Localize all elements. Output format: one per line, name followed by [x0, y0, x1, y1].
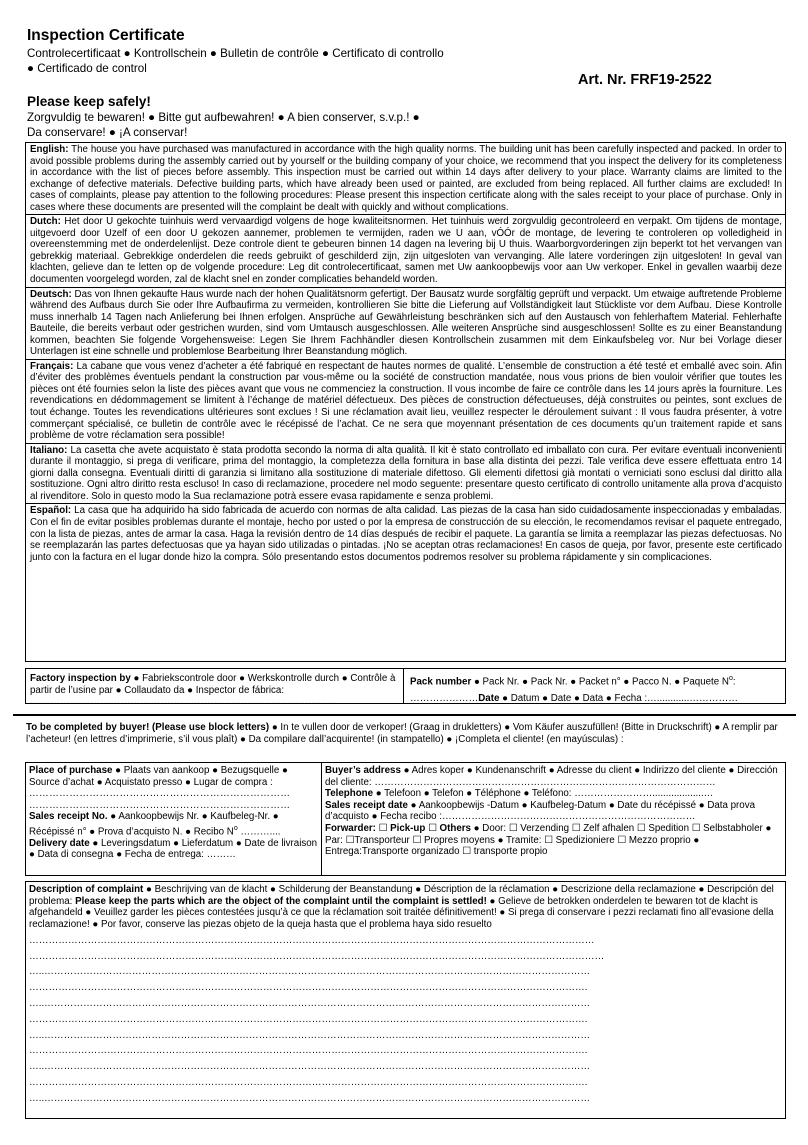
complaint-line[interactable]: …..……………………………………………………………………………………………………………………………………………………: [29, 966, 591, 978]
complaint-line[interactable]: …………………………………………………………………………………………………………………………………………………………: [29, 934, 595, 946]
lang-text: La casetta che avete acquistato è stata prodotta secondo la norma di alta qualità. Il kit è stato controllato ed imballato con cura. Per evitare eventuali inconvenienti durante il montaggio, si prega di verificare, prima del montaggio, la completezza della fornitura in base alla distinta dei pezzi. Tale verifica deve essere effettuata entro 14 giorni dalla consegna. Eventuali diritti di garanzia si limitano alla sostituzione di materiale difettoso. Gli elementi difettosi già montati o verniciati sono esclusi dal diritto alla sostituzione. Ogni altro diritto resta escluso! In caso di reclamazione, procedere nel modo seguente: presentare questo certificato di controllo unitamente alla prova d’acquisto al rivenditore. Solo in questo modo la Sua reclamazione potrà essere evasa rapidamente e senza problemi.: [30, 444, 782, 502]
lang-dutch: [26, 215, 785, 287]
place-of-purchase-dots: ……………………………………………………………………: [29, 799, 291, 811]
complaint-keep-parts: Please keep the parts which are the object of the complaint until the complaint is settled!: [75, 895, 487, 907]
keep-safely-subtitle: Zorgvuldig te bewaren! ● Bitte gut aufbewahren! ● A bien conserver, s.v.p.! ● Da conservare! ● ¡A conservar!: [27, 111, 420, 139]
sales-receipt-no-sup: o: [233, 824, 238, 832]
lang-label: Français:: [30, 360, 74, 372]
lang-francais: [26, 360, 785, 444]
article-number: Art. Nr. FRF19-2522: [578, 72, 712, 88]
complaint-instructions: [29, 884, 782, 931]
buyer-info-right: [322, 763, 785, 875]
lang-label: Dutch:: [30, 216, 61, 228]
door-options-text: ● Door: ☐ Verzending ☐ Zelf afhalen ☐ Spedition ☐ Selbstabholer ● Par: ☐Transporteur ☐ Propres moyens ● Tramite: ☐ Spedizioniere ☐ Mezzo proprio ● Entrega:Transporte organizado ☐ transporte propio: [325, 822, 772, 858]
place-of-purchase-dots: ……………………………………………………………………: [29, 788, 291, 800]
complaint-description-box: [25, 881, 786, 1119]
buyer-intro-label: To be completed by buyer! (Please use block letters): [26, 722, 270, 733]
delivery-date-field[interactable]: [29, 838, 318, 861]
sales-receipt-date-field[interactable]: [325, 800, 782, 823]
pickup-label: Pick-up: [390, 822, 426, 834]
telephone-label: Telephone: [325, 788, 374, 800]
lang-text: La cabane que vous venez d’acheter a été fabriqué en respectant de hautes normes de qualité. L’ensemble de construction a été testé et emballé avec soin. Afin d’éviter des problèmes éventuels pendant la construction par vous-même ou la société de construction mandatée, nous vous prions de bien vouloir vérifier que toutes les pièces ont été fournies selon la liste des pièces avant que vous ne commenciez la construction. Il vous incombe de faire ce contrôle dans les 14 jours après la fourniture. Les revendications en dédommagement se limitent à l’échange de matériel défectueux. Des pièces de construction défectueuses, déjà construites ou peintes, sont exclues de tout échange. Toutes les revendications ultérieures sont exclues ! Si une réclamation avait lieu, veuillez respecter le déroulement suivant : Il vous faudra présenter, à votre commerçant spécialisé, ce bulletin de contrôle avec le récépissé de l’achat. Ce ne sera que moyennant présentation de ces documents qu’un traitement rapide et sans problème de votre réclamation sera possible!: [30, 360, 782, 442]
pack-number-sup: o: [728, 675, 733, 682]
date-label: Date: [478, 692, 500, 704]
delivery-date-label: Delivery date: [29, 837, 90, 849]
section-divider: [13, 714, 796, 716]
place-of-purchase-text: ● Plaats van aankoop ● Bezugsquelle ● Source d’achat ● Acquistato presso ● Lugar de compra :: [29, 765, 288, 788]
forwarder-field: [325, 823, 782, 858]
lang-espanol: [26, 504, 785, 564]
buyer-info-left: [26, 763, 322, 875]
document-title: Inspection Certificate: [27, 27, 185, 44]
language-instructions: [25, 142, 786, 662]
sales-receipt-date-label: Sales receipt date: [325, 799, 408, 811]
buyer-info-box: [25, 762, 786, 876]
factory-inspection-field[interactable]: [26, 669, 404, 707]
complaint-line[interactable]: …..……………………………………………………………………………………………………………………………………………………: [29, 1029, 591, 1041]
pack-number-label: Pack number: [410, 676, 472, 688]
lang-label: Español:: [30, 505, 72, 517]
complaint-lines[interactable]: [29, 933, 782, 1107]
factory-inspection-box: [25, 668, 786, 707]
date-row: [410, 693, 781, 705]
others-label: Others: [439, 822, 471, 834]
sales-receipt-no-field[interactable]: [29, 811, 318, 837]
buyer-intro: [26, 722, 782, 746]
telephone-field[interactable]: [325, 788, 782, 800]
delivery-date-text: ● Leveringsdatum ● Lieferdatum ● Date de livraison ● Data di consegna ● Fecha de entrega: ………: [29, 837, 318, 861]
complaint-line[interactable]: ……………………………………………………………………………………………………………………………………………………….: [29, 982, 588, 994]
lang-text: Het door U gekochte tuinhuis werd vervaardigd volgens de hoge kwaliteitsnormen. Het tuinhuis werd zorgvuldig gecontroleerd en verpakt. Om tijdens de montage, uitgevoerd door Uzelf of een door U gekozen aannemer, problemen te vermijden, raden we U aan, vÓÓr de montage, de levering te controleren op volledigheid in overeenstemming met de onderdelenlijst. Deze controle dient te gebeuren binnen 14 dagen na levering bij U thuis. Waarborgvorderingen zijn beperkt tot het vervangen van gebrekkig materiaal. Gebrekkige onderdelen die reeds gebruikt of geschilderd zijn, zijn uitgesloten van vervanging. Alle latere vorderingen zijn uitgesloten! In geval van klachten, gelieve dan te letten op de volgende procedure: Leg dit controlecertificaat, samen met Uw aankoopbewijs voor aan Uw verkoper. Enkel in gevallen waarbij deze documenten voorgelegd worden, zal de klacht snel en zonder complicaties behandeld worden.: [30, 216, 782, 286]
telephone-text: ● Telefoon ● Telefon ● Téléphone ● Teléfono: ……………………...................…: [373, 788, 714, 800]
buyer-address-text: ● Adres koper ● Kundenanschrift ● Adresse du client ● Indirizzo del cliente ● Dirección del cliente: ……………………………………………………………………………………………: [325, 765, 778, 788]
checkbox-pickup[interactable]: ☐: [378, 822, 388, 834]
factory-inspection-label: Factory inspection by: [30, 673, 131, 684]
lang-italiano: [26, 444, 785, 505]
place-of-purchase-field[interactable]: [29, 765, 318, 788]
checkbox-others[interactable]: ☐: [428, 822, 437, 834]
complaint-line[interactable]: ……………………………………………………………………………………………………………………………………………………….: [29, 1013, 588, 1025]
complaint-line[interactable]: …..……………………………………………………………………………………………………………………………………………………: [29, 1061, 591, 1073]
buyer-intro-text: ● In te vullen door de verkoper! (Graag in drukletters) ● Vom Käufer auszufüllen! (Bitte in Druckschrift) ● A remplir par l’acheteur! (en lettres d’imprimerie, s’il vous plaît) ● Da compilare dall’acquirente! (in stampatello) ● ¡Completa el cliente! (en mayúsculas) :: [26, 722, 778, 745]
lang-text: La casa que ha adquirido ha sido fabricada de acuerdo con normas de alta calidad. Las piezas de la casa han sido cuidadosamente inspeccionadas y embaladas. Con el fin de evitar posibles problemas durante el montaje, hecho por usted o por la empresa de construcción de su elección, le recomendamos revisar el paquete entregado, con la lista de piezas, antes de armar la casa. Haga la revisión dentro de 14 días después de recibir el paquete. La garantía se limita a reemplazar las piezas defectuosas. No se reemplazarán las partes defectuosas que ya hayan sido utilizadas o pintadas. ¡No se aceptan otras reclamaciones! En casos de queja, por favor, presente este certificado junto con la factura en el lugar donde hizo la compra. Sólo presentando estos documentos podremos resolver su problema rápidamente y sin complicaciones.: [30, 505, 782, 563]
sales-receipt-no-dots: ………....: [237, 826, 281, 838]
keep-safely-title: Please keep safely!: [27, 94, 151, 109]
date-prefix-dots: …………………: [410, 692, 479, 704]
pack-number-field[interactable]: [404, 669, 785, 703]
complaint-line[interactable]: ……………………………………………………………………………………………………………………………………………………………: [29, 950, 605, 962]
lang-deutsch: [26, 288, 785, 360]
buyer-address-label: Buyer’s address: [325, 765, 401, 776]
sales-receipt-no-label: Sales receipt No.: [29, 811, 108, 823]
factory-inspection-dots: …………………………………………………………………………….....: [30, 696, 337, 707]
complaint-line[interactable]: …..……………………………………………………………………………………………………………………………………………………: [29, 998, 591, 1009]
lang-english: [26, 143, 785, 215]
lang-label: Deutsch:: [30, 288, 72, 300]
lang-label: English:: [30, 144, 69, 155]
pack-number-text: ● Pack Nr. ● Pack Nr. ● Packet n° ● Pacco N. ● Paquete N: [471, 676, 729, 688]
complaint-text: ● Beschrijving van de klacht ● Schilderung der Beanstandung ● Déscription de la réclamation ● Descrizione della reclamazione ● Descripción del problema:: [29, 884, 774, 907]
buyer-address-field[interactable]: [325, 765, 782, 788]
place-of-purchase-label: Place of purchase: [29, 765, 113, 776]
lang-text: Das von Ihnen gekaufte Haus wurde nach der hohen Qualitätsnorm gefertigt. Der Bausatz wurde sorgfältig geprüft und verpackt. Um etwaige auftretende Probleme während des Aufbaus durch Sie oder Ihre Aufbaufirma zu vermeiden, kontrollieren Sie bitte die Lieferung auf Vollständigkeit laut Stückliste vor dem Aufbau. Diese Kontrolle muss innerhalb 14 Tagen nach Anlieferung bei Ihnen erfolgen. Ansprüche auf Gewährleistung beschränken sich auf den Austausch von fehlerhaftem Material. Fehlerhafte Bauteile, die bereits verbaut oder gestrichen wurden, sind vom Umtausch ausgeschlossen. Alle weiteren Ansprüche sind ausgeschlossen! Sollte es zu einer Beanstandung kommen, beachten Sie folgende Vorgehensweise: Legen Sie Ihrem Fachhändler diesen Kontrollschein zusammen mit dem Einkaufsbeleg vor. Nur bei Vorlage dieser Unterlagen ist eine schnelle und problemlose Bearbeitung Ihrer Beanstandung möglich.: [30, 288, 782, 358]
complaint-line[interactable]: ……………………………………………………………………………………………………………………………………………………….: [29, 1076, 588, 1088]
complaint-label: Description of complaint: [29, 884, 144, 895]
lang-text: The house you have purchased was manufactured in accordance with the high quality norms. The building unit has been carefully inspected and packed. In order to avoid possible problems during the assembly carried out by yourself or the building company of your choice, we recommend that you inspect the delivery for its completeness in accordance with the list of pieces before assembly. This inspection must be carried out within 14 days after delivery to your place. Warranty claims are limited to the exchange of defective materials. Defective building parts, which have already been used or painted, are excluded from being replaced. All further claims are excluded! In cases of complaints, please pay attention to the following procedures: Please present this inspection certificate along with the sales receipt to your place of purchase. Only in cases where these documents are presented will the complaint be dealt with quickly and without complications.: [30, 144, 782, 213]
pack-number-colon: :: [732, 676, 736, 688]
complaint-line[interactable]: ……………………………………………………………………………………………………………………………………………………….: [29, 1045, 588, 1057]
date-text: ● Datum ● Date ● Data ● Fecha :…............……………: [499, 692, 739, 704]
document-subtitle: Controlecertificaat ● Kontrollschein ● Bulletin de contrôle ● Certificato di controllo ● Certificado de control: [27, 47, 444, 75]
complaint-text-2: ● Gelieve de betrokken onderdelen te bewaren tot de klacht is afgehandeld ● Veuillez garder les pièces contestées jusqu’à ce que la réclamation soit traitée définitivement! ● Si prega di conservare i pezzi reclamati fino all’evasione della reclamazione! ● Por favor, conserve las piezas objeto de la queja hasta que el problema haya sido resuelto: [29, 895, 774, 931]
forwarder-label: Forwarder:: [325, 822, 376, 834]
lang-label: Italiano:: [30, 444, 68, 456]
sales-receipt-no-text: ● Aankoopbewijs Nr. ● Kaufbeleg-Nr. ● Récépissé n° ● Prova d’acquisto N. ● Recibo N: [29, 811, 279, 838]
factory-inspection-text: ● Fabriekscontrole door ● Werkskontrolle durch ● Contrôle à partir de l’usine par ● Collaudato da ● Inspector de fábrica:: [30, 673, 396, 696]
complaint-line[interactable]: …..……………………………………………………………………………………………………………………………………………………: [29, 1092, 591, 1104]
sales-receipt-date-text: ● Aankoopbewijs -Datum ● Kaufbeleg-Datum ● Date du récépissé ● Data prova d’acquisto ● Fecha recibo :……………………………………………………………………: [325, 799, 756, 823]
